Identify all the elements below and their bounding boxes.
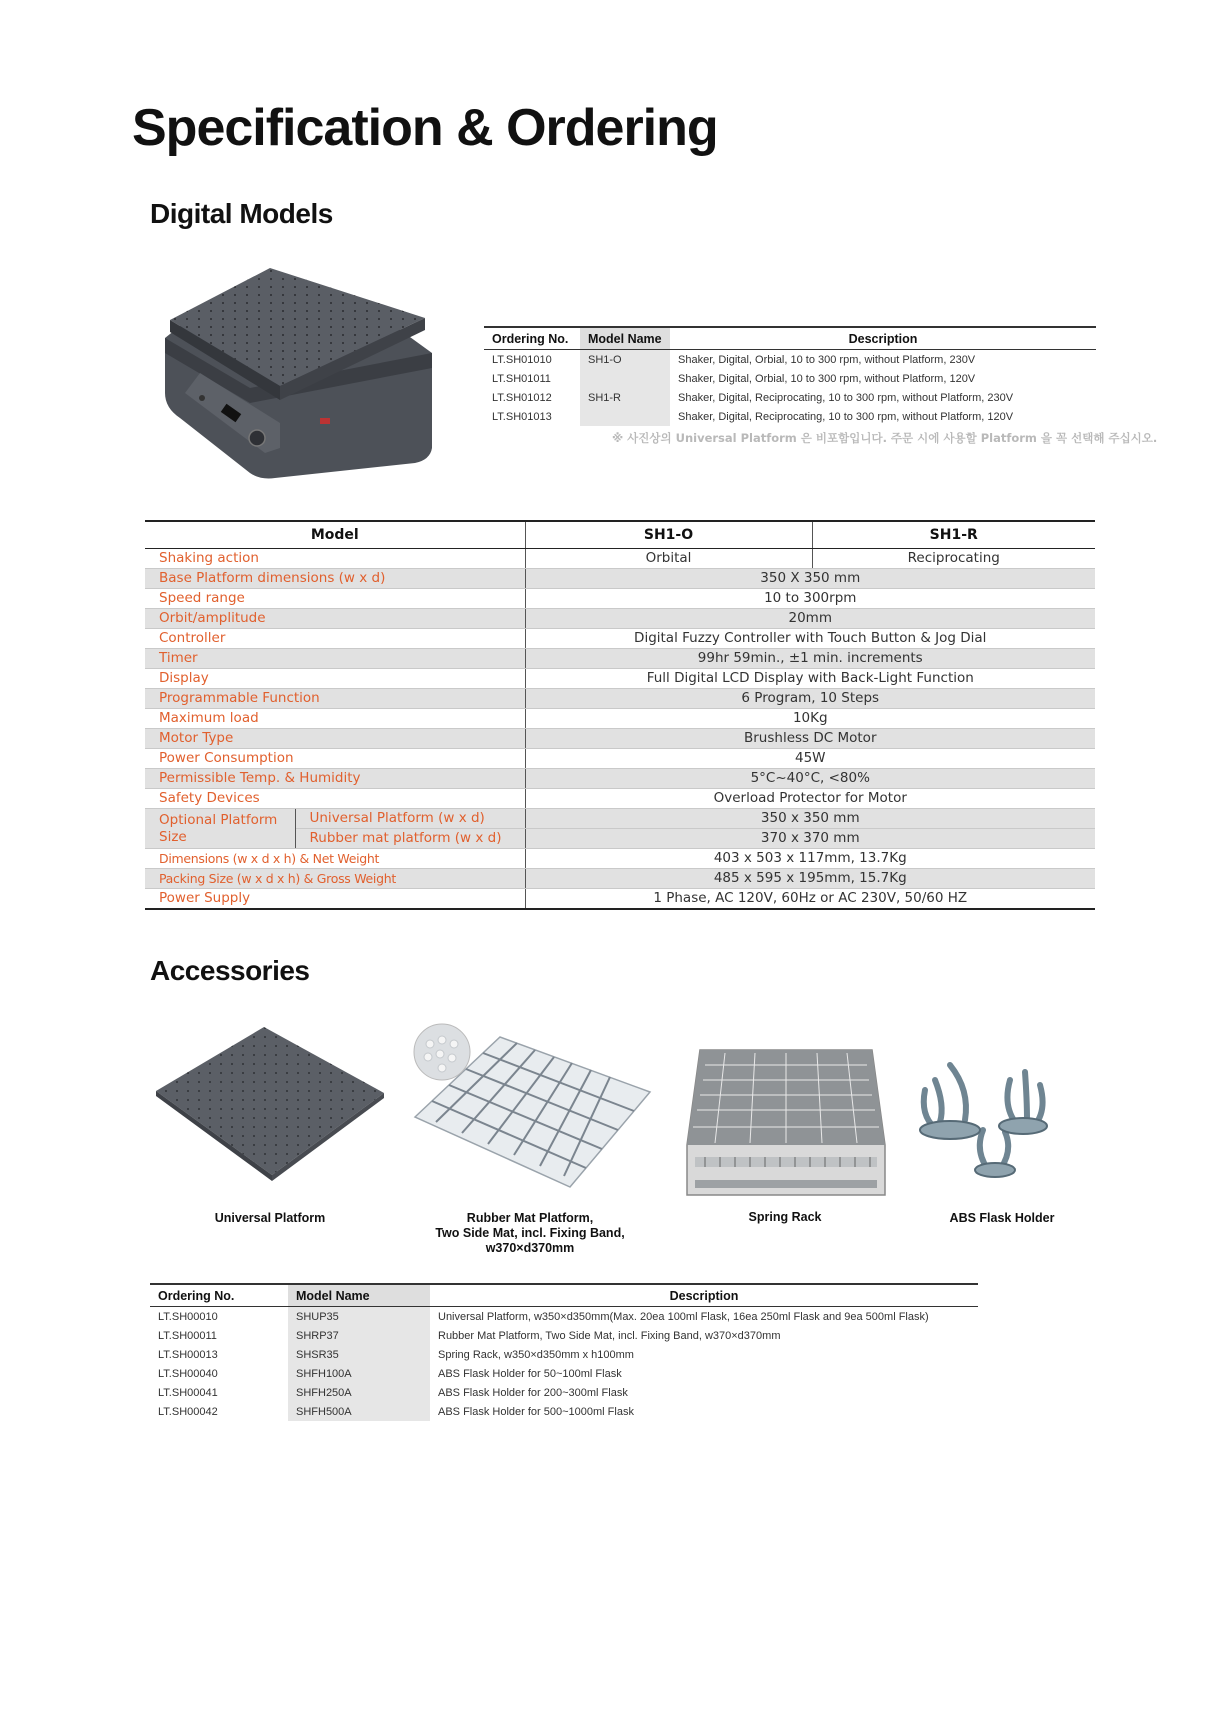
spec-row: Orbit/amplitude 20mm [145,609,1095,629]
spring-rack-image [685,1045,887,1197]
spec-table [145,520,1095,910]
table-row: LT.SH01011 Shaker, Digital, Orbial, 10 to 300 rpm, without Platform, 120V [484,369,1096,388]
spec-header-model: Model [145,521,525,549]
spec-row: Dimensions (w x d x h) & Net Weight 403 x 503 x 117mm, 13.7Kg [145,849,1095,869]
spec-row: Programmable Function 6 Program, 10 Steps [145,689,1095,709]
col-header-model-name: Model Name [580,327,670,350]
col-header-description: Description [670,327,1096,350]
caption-universal-platform: Universal Platform [214,1211,326,1225]
spec-row: Timer 99hr 59min., ±1 min. increments [145,649,1095,669]
caption-spring-rack: Spring Rack [748,1210,822,1224]
accessories-ordering-table [150,1283,978,1421]
spec-row: Controller Digital Fuzzy Controller with Touch Button & Jog Dial [145,629,1095,649]
spec-row: Display Full Digital LCD Display with Back-Light Function [145,669,1095,689]
universal-platform-image [152,1025,388,1190]
col-header-ordering-no: Ordering No. [150,1284,288,1307]
table-row: LT.SH01013 Shaker, Digital, Reciprocating, 10 to 300 rpm, without Platform, 120V [484,407,1096,426]
table-row: LT.SH01012 SH1-R Shaker, Digital, Reciprocating, 10 to 300 rpm, without Platform, 230V [484,388,1096,407]
table-row: LT.SH00041 SHFH250A ABS Flask Holder for 200~300ml Flask [150,1383,978,1402]
digital-models-ordering-table [484,326,1096,426]
spec-row: Shaking action Orbital Reciprocating [145,549,1095,569]
spec-row: Packing Size (w x d x h) & Gross Weight 485 x 595 x 195mm, 15.7Kg [145,869,1095,889]
col-header-model-name: Model Name [288,1284,430,1307]
flask-holder-image [915,1060,1050,1185]
table-row: LT.SH00042 SHFH500A ABS Flask Holder for 500~1000ml Flask [150,1402,978,1421]
caption-flask-holder: ABS Flask Holder [949,1211,1055,1225]
spec-row: Safety Devices Overload Protector for Motor [145,789,1095,809]
spec-row: Optional Platform Size Universal Platform (w x d) 350 x 350 mm [145,809,1095,829]
spec-row: Rubber mat platform (w x d) 370 x 370 mm [145,829,1095,849]
table-row: LT.SH00040 SHFH100A ABS Flask Holder for 50~100ml Flask [150,1364,978,1383]
shaker-device-image [160,268,435,480]
spec-header-sh1-r: SH1-R [812,521,1095,549]
spec-row: Speed range 10 to 300rpm [145,589,1095,609]
table-row: LT.SH01010 SH1-O Shaker, Digital, Orbial, 10 to 300 rpm, without Platform, 230V [484,350,1096,370]
spec-header-sh1-o: SH1-O [525,521,812,549]
page-title: Specification & Ordering [132,99,718,157]
col-header-description: Description [430,1284,978,1307]
platform-note: ※ 사진상의 Universal Platform 은 비포함입니다. 주문 시에 사용할 Platform 을 꼭 선택해 주십시오. [612,431,1158,445]
spec-row: Power Supply 1 Phase, AC 120V, 60Hz or AC 230V, 50/60 HZ [145,889,1095,910]
spec-row: Maximum load 10Kg [145,709,1095,729]
table-row: LT.SH00011 SHRP37 Rubber Mat Platform, Two Side Mat, incl. Fixing Band, w370×d370mm [150,1326,978,1345]
table-row: LT.SH00013 SHSR35 Spring Rack, w350×d350mm x h100mm [150,1345,978,1364]
spec-row: Base Platform dimensions (w x d) 350 X 350 mm [145,569,1095,589]
spec-row: Motor Type Brushless DC Motor [145,729,1095,749]
rubber-mat-image [410,1022,655,1192]
spec-row: Power Consumption 45W [145,749,1095,769]
section-heading-accessories: Accessories [150,955,310,986]
col-header-ordering-no: Ordering No. [484,327,580,350]
table-row: LT.SH00010 SHUP35 Universal Platform, w350×d350mm(Max. 20ea 100ml Flask, 16ea 250ml Flask and 9ea 500ml Flask) [150,1307,978,1327]
section-heading-digital-models: Digital Models [150,198,333,229]
caption-rubber-mat: Rubber Mat Platform, Two Side Mat, incl. Fixing Band, w370×d370mm [435,1211,625,1255]
spec-row: Permissible Temp. & Humidity 5°C~40°C, <80% [145,769,1095,789]
